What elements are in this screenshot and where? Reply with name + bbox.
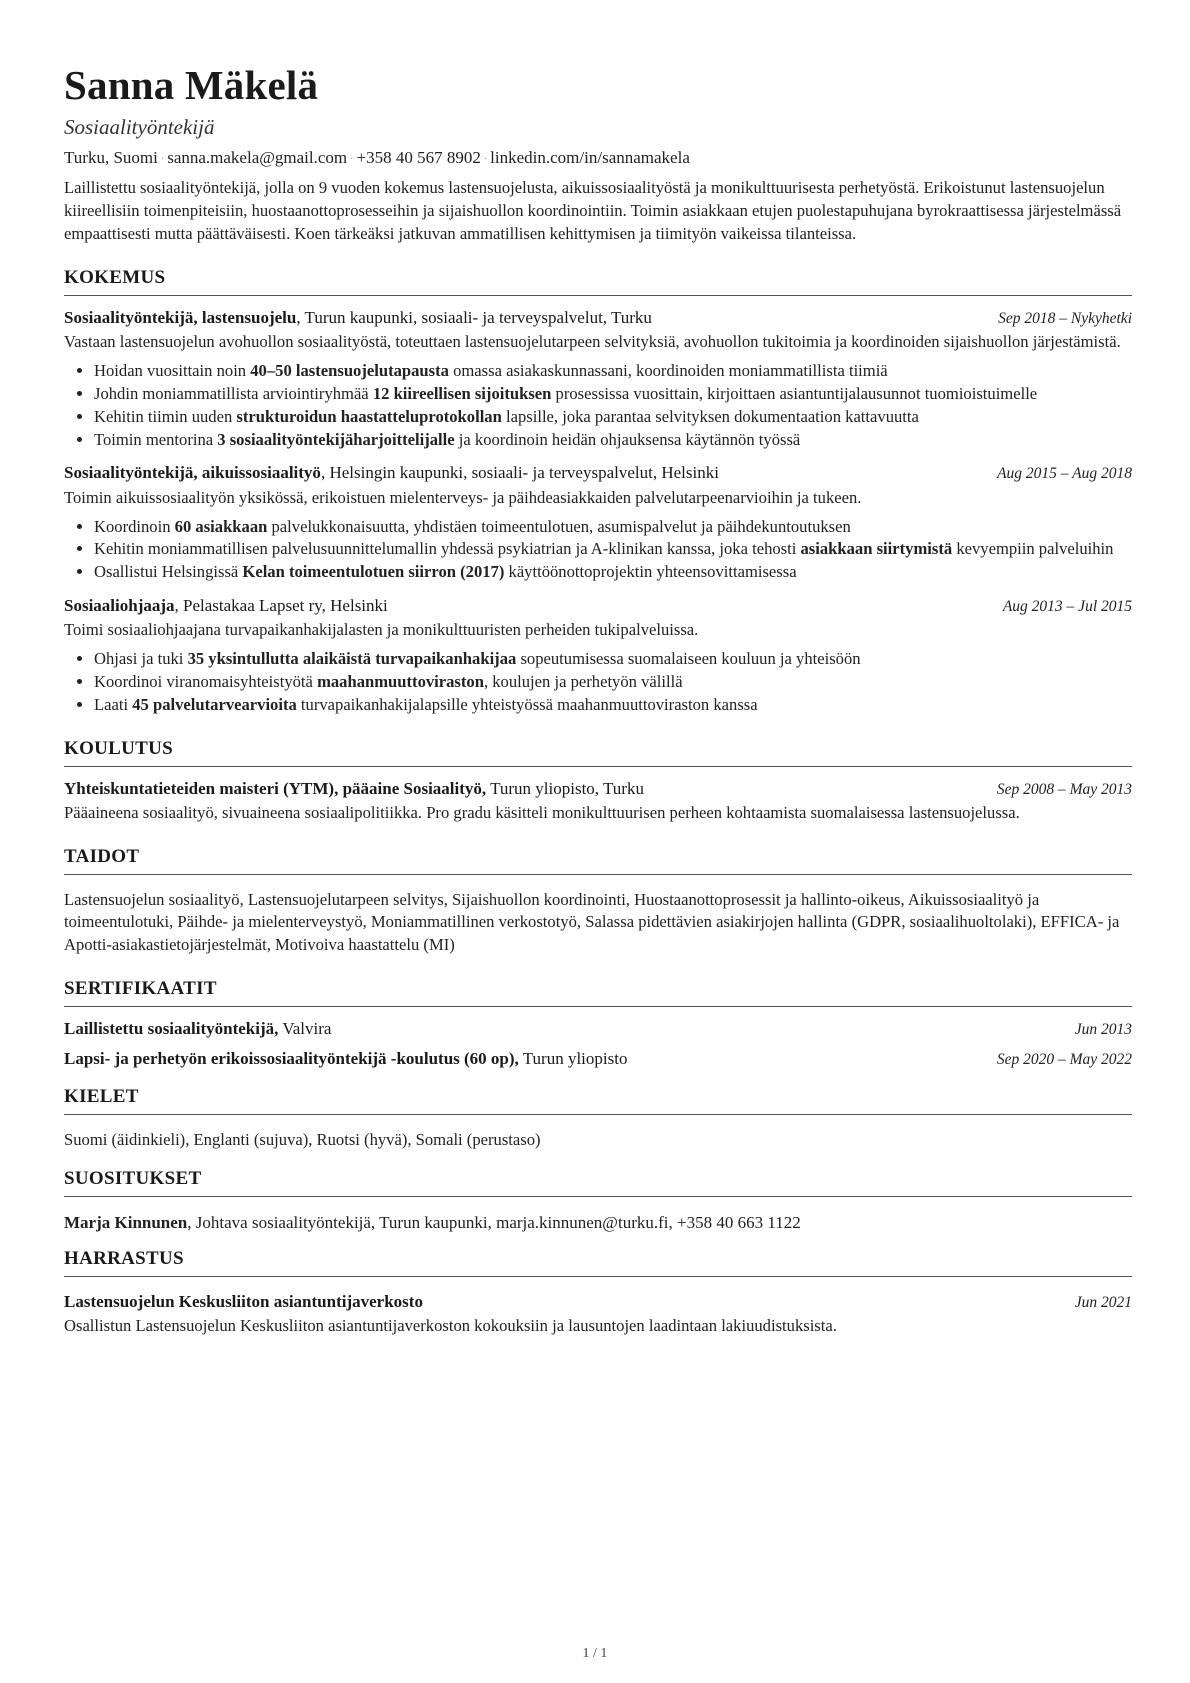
- job-employer: , Pelastakaa Lapset ry, Helsinki: [174, 596, 388, 616]
- job-employer: , Helsingin kaupunki, sosiaali- ja terveyspalvelut, Helsinki: [320, 463, 719, 483]
- job-title: Sosiaalityöntekijä, lastensuojelu: [64, 307, 297, 327]
- achievement-item: • Kehitin tiimin uuden strukturoidun haastatteluprotokollan lapsille, joka parantaa selvityksen dokumentaation kattavuutta: [94, 406, 1132, 429]
- certificate-item: [64, 1018, 1132, 1040]
- job-title: Sosiaalityöntekijä, aikuissosiaalityö: [64, 463, 321, 483]
- hobby-section: [64, 1248, 1132, 1338]
- certificate-issuer: Valvira: [278, 1018, 332, 1038]
- section-title-education: KOULUTUS: [64, 738, 1132, 767]
- school-name: Turun yliopisto, Turku: [486, 778, 644, 798]
- certificate-date: Sep 2020 – May 2022: [996, 1051, 1132, 1069]
- job-dates: Aug 2015 – Aug 2018: [997, 465, 1132, 483]
- contact-email[interactable]: sanna.makela@gmail.com: [167, 148, 348, 168]
- job-title: Sosiaaliohjaaja: [64, 596, 175, 616]
- education-description: Pääaineena sosiaalityö, sivuaineena sosiaalipolitiikka. Pro gradu käsitteli monikulttuurisen perheen kohtaamista suomalaisessa lastensuojelussa.: [64, 802, 1020, 822]
- certificate-name: Laillistettu sosiaalityöntekijä,: [64, 1018, 279, 1038]
- achievement-item: • Hoidan vuosittain noin 40–50 lastensuojelutapausta omassa asiakaskunnassani, koordinoiden moniammatillista tiimiä: [94, 360, 1132, 383]
- section-title-certificates: SERTIFIKAATIT: [64, 978, 1132, 1007]
- hobby-date: Jun 2021: [1074, 1294, 1132, 1311]
- achievement-item: • Toimin mentorina 3 sosiaalityöntekijäharjoittelijalle ja koordinoin heidän ohjauksensa käytännön työssä: [94, 429, 1132, 452]
- job-achievements: [64, 648, 1132, 717]
- job-dates: Sep 2018 – Nykyhetki: [998, 309, 1132, 327]
- education-section: [64, 738, 1132, 825]
- page-number: 1 / 1: [582, 1646, 608, 1661]
- section-title-references: SUOSITUKSET: [64, 1168, 1132, 1197]
- hobby-description: Osallistun Lastensuojelun Keskusliiton asiantuntijaverkoston kokouksiin ja lausuntojen laadintaan lakiuudistuksista.: [64, 1316, 837, 1336]
- hobby-entry: [64, 1291, 1132, 1338]
- reference-name: Marja Kinnunen: [64, 1212, 188, 1232]
- contact-line: [64, 147, 1132, 169]
- achievement-item: • Kehitin moniammatillisen palvelusuunnittelumallin yhdessä psykiatrian ja A-klinikan kanssa, joka tehosti asiakkaan siirtymistä kevyempiin palveluihin: [94, 538, 1132, 561]
- experience-section: [64, 267, 1132, 717]
- certificate-date: Jun 2013: [1074, 1020, 1132, 1038]
- achievement-item: • Johdin moniammatillista arviointiryhmää 12 kiireellisen sijoituksen prosessissa vuosittain, kirjoittaen asiantuntijalausunnot tuomioistuimelle: [94, 383, 1132, 406]
- summary: Laillistettu sosiaalityöntekijä, jolla on 9 vuoden kokemus lastensuojelusta, aikuissosiaalityöstä ja monikulttuurisesta perhetyöstä. Erikoistunut lastensuojelun kiireellisiin toimenpiteisiin, huostaanottoprosesseihin ja sijaishuollon koordinointiin. Toimin asiakkaan etujen puolestapuhujana byrokraattisessa järjestelmässä empaattisesti mutta päättäväisesti. Koen tärkeäksi jatkuvan ammatillisen kehittymisen ja tiimityön vaikeissa tilanteissa.: [64, 178, 1122, 244]
- contact-linkedin[interactable]: linkedin.com/in/sannamakela: [490, 148, 690, 168]
- certificate-issuer: Turun yliopisto: [518, 1049, 628, 1069]
- job-achievements: [64, 360, 1132, 452]
- section-title-skills: TAIDOT: [64, 846, 1132, 875]
- achievement-item: • Laati 45 palvelutarvearvioita turvapaikanhakijalapsille yhteistyössä maahanmuuttoviraston kanssa: [94, 694, 1132, 717]
- contact-location: Turku, Suomi: [64, 148, 158, 168]
- experience-entry: [64, 307, 1132, 452]
- contact-separator: ·: [350, 153, 354, 165]
- hobby-name: Lastensuojelun Keskusliiton asiantuntijaverkosto: [64, 1292, 423, 1311]
- achievement-item: • Koordinoin 60 asiakkaan palvelukkonaisuutta, yhdistäen toimeentulotuen, asumispalvelut ja päihdekuntoutuksen: [94, 516, 1132, 539]
- experience-entry: [64, 462, 1132, 584]
- degree-title: Yhteiskuntatieteiden maisteri (YTM), pääaine Sosiaalityö,: [64, 778, 487, 798]
- reference-item: [64, 1211, 1132, 1234]
- experience-entry: [64, 595, 1132, 717]
- job-description: Vastaan lastensuojelun avohuollon sosiaalityöstä, toteuttaen lastensuojelutarpeen selvityksiä, avohuollon tukitoimia ja koordinoiden sijaishuollon järjestämistä.: [64, 332, 1121, 352]
- achievement-item: • Koordinoi viranomaisyhteistyötä maahanmuuttoviraston, koulujen ja perhetyön välillä: [94, 671, 1132, 694]
- contact-separator: ·: [483, 153, 488, 165]
- certificate-item: [64, 1048, 1132, 1070]
- section-title-experience: KOKEMUS: [64, 267, 1132, 296]
- contact-phone[interactable]: +358 40 567 8902: [356, 148, 481, 168]
- achievement-item: • Ohjasi ja tuki 35 yksintullutta alaikäistä turvapaikanhakijaa sopeutumisessa suomalaiseen kouluun ja yhteisöön: [94, 648, 1132, 671]
- candidate-name: Sanna Mäkelä: [64, 62, 319, 108]
- languages-section: [64, 1086, 1132, 1152]
- contact-separator: ·: [160, 153, 165, 165]
- education-entry: [64, 778, 1132, 825]
- education-dates: Sep 2008 – May 2013: [996, 780, 1132, 798]
- skills-list: Lastensuojelun sosiaalityö, Lastensuojelutarpeen selvitys, Sijaishuollon koordinointi, Huostaanottoprosessit ja hallinto-oikeus, Aikuissosiaalityö ja toimeentulotuki, Päihde- ja mielenterveystyö, Moniammatillinen verkostotyö, Salassa pidettävien asiakirjojen hallinta (GDPR, sosiaalihuoltolaki), EFFICA- ja Apotti-asiakastietojärjestelmät, Motivoiva haastattelu (MI): [64, 889, 1120, 955]
- references-section: [64, 1168, 1132, 1234]
- languages-list: Suomi (äidinkieli), Englanti (sujuva), Ruotsi (hyvä), Somali (perustaso): [64, 1130, 541, 1150]
- section-title-hobby: HARRASTUS: [64, 1248, 1132, 1277]
- job-achievements: [64, 516, 1132, 585]
- section-title-languages: KIELET: [64, 1086, 1132, 1115]
- achievement-item: • Osallistui Helsingissä Kelan toimeentulotuen siirron (2017) käyttöönottoprojektin yhteensovittamisessa: [94, 561, 1132, 584]
- resume-page: [64, 62, 1132, 1338]
- certificate-name: Lapsi- ja perhetyön erikoissosiaalityöntekijä -koulutus (60 op),: [64, 1049, 519, 1069]
- reference-details: , Johtava sosiaalityöntekijä, Turun kaupunki, marja.kinnunen@turku.fi, +358 40 663 1122: [187, 1212, 801, 1232]
- job-dates: Aug 2013 – Jul 2015: [1002, 598, 1132, 616]
- job-description: Toimi sosiaaliohjaajana turvapaikanhakijalasten ja monikulttuuristen perheiden tukipalveluissa.: [64, 620, 699, 640]
- candidate-headline: Sosiaalityöntekijä: [64, 115, 215, 140]
- certificates-section: [64, 978, 1132, 1070]
- skills-section: [64, 846, 1132, 957]
- job-description: Toimin aikuissosiaalityön yksikössä, erikoistuen mielenterveys- ja päihdeasiakkaiden palvelutarpeenarvioihin ja tukeen.: [64, 487, 862, 507]
- job-employer: , Turun kaupunki, sosiaali- ja terveyspalvelut, Turku: [296, 307, 652, 327]
